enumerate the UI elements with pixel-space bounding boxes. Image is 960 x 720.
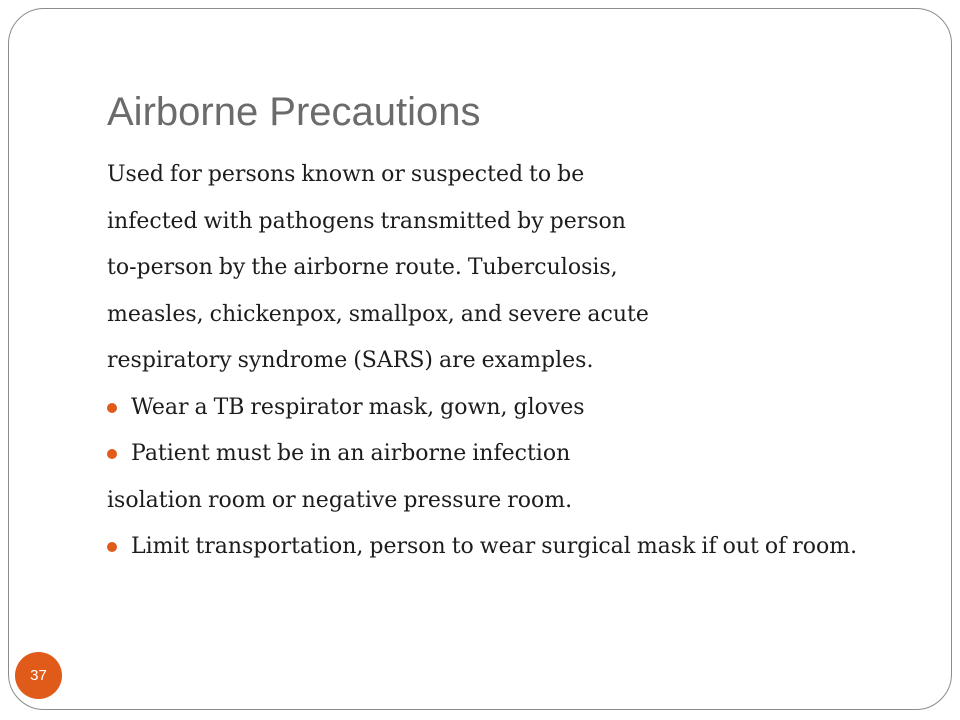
slide-title: Airborne Precautions bbox=[107, 90, 481, 134]
bullet-text: Patient must be in an airborne infection bbox=[131, 441, 571, 466]
continuation-line: isolation room or negative pressure room. bbox=[107, 487, 573, 513]
bullet-dot-icon bbox=[107, 542, 117, 552]
bullet-dot-icon bbox=[107, 403, 117, 413]
paragraph-line: infected with pathogens transmitted by person bbox=[107, 208, 626, 234]
slide-body bbox=[107, 152, 907, 571]
bullet-item bbox=[107, 385, 907, 432]
paragraph-line: to-person by the airborne route. Tuberculosis, bbox=[107, 255, 618, 280]
bullet-item bbox=[107, 431, 907, 478]
page-number-badge: 37 bbox=[15, 652, 62, 699]
bullet-text: Wear a TB respirator mask, gown, gloves bbox=[131, 394, 585, 420]
paragraph-line: respiratory syndrome (SARS) are examples. bbox=[107, 348, 594, 373]
paragraph-line: measles, chickenpox, smallpox, and severe acute bbox=[107, 301, 649, 327]
bullet-text: Limit transportation, person to wear surgical mask if out of room. bbox=[131, 534, 858, 559]
bullet-item bbox=[107, 524, 907, 571]
bullet-dot-icon bbox=[107, 449, 117, 459]
paragraph-line: Used for persons known or suspected to be bbox=[107, 162, 585, 187]
